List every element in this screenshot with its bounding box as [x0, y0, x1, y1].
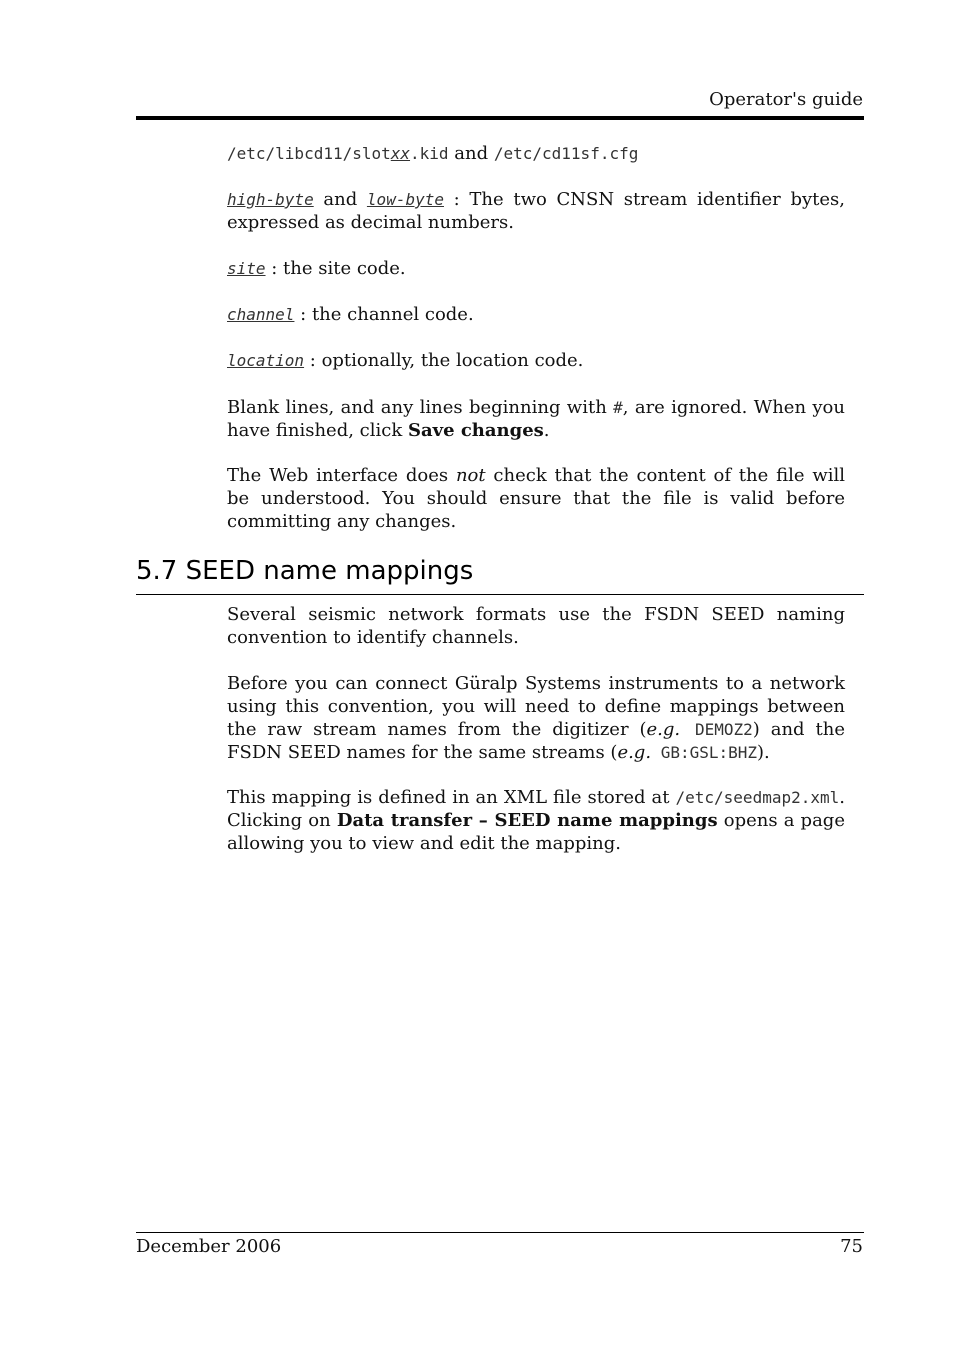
var-low-byte: low-byte — [366, 190, 444, 209]
mapping-text-3: ). — [757, 742, 770, 763]
menu-path-seed-mappings: Data transfer – SEED name mappings — [336, 810, 718, 831]
seedmap-text-2: . Clicking on — [227, 787, 845, 831]
var-high-byte: high-byte — [227, 190, 314, 209]
page-number: 75 — [840, 1236, 863, 1257]
eg-2: e.g. — [617, 742, 652, 763]
code-gb-gsl-bhz: GB:GSL:BHZ — [651, 743, 758, 762]
footer-rule — [136, 1232, 864, 1233]
mapping-text-2: ) and the FSDN SEED names for the same streams ( — [227, 719, 845, 763]
footer-date: December 2006 — [136, 1236, 282, 1257]
channel-description: : the channel code. — [294, 304, 474, 325]
highlow-paragraph — [227, 188, 845, 234]
seed-intro-paragraph: Several seismic network formats use the FSDN SEED naming convention to identify channels. — [227, 604, 845, 648]
emphasis-not: not — [455, 465, 486, 486]
mapping-text-1: Before you can connect Güralp Systems instruments to a network using this convention, you will need to define mappings between the raw stream names from the digitizer ( — [227, 673, 845, 740]
blank-text-3: . — [543, 420, 550, 441]
blank-lines-paragraph — [227, 396, 845, 442]
conjunction-and: and — [448, 143, 494, 164]
path-slot-prefix: /etc/libcd11/slot — [227, 144, 391, 163]
save-changes-label: Save changes — [407, 420, 544, 441]
channel-paragraph — [227, 303, 845, 326]
site-paragraph — [227, 257, 845, 280]
eg-1: e.g. — [646, 719, 681, 740]
web-text-1: The Web interface does — [227, 465, 456, 486]
path-seedmap2: /etc/seedmap2.xml — [675, 788, 840, 807]
section-title: 5.7 SEED name mappings — [136, 556, 474, 586]
path-slot-variable: xx — [390, 144, 411, 163]
path-slot-suffix: .kid — [410, 144, 449, 163]
blank-text-2: , are ignored. When you have finished, click — [227, 397, 845, 441]
section-rule — [136, 594, 864, 595]
conjunction-and: and — [313, 189, 367, 210]
running-header: Operator's guide — [709, 89, 863, 110]
highlow-description: : The two CNSN stream identifier bytes, expressed as decimal numbers. — [227, 189, 845, 233]
seed-mapping-paragraph — [227, 672, 845, 764]
seedmap-text-1: This mapping is defined in an XML file stored at — [227, 787, 676, 808]
hash-char: # — [613, 398, 623, 417]
config-files-line — [227, 142, 845, 165]
header-rule — [136, 116, 864, 120]
location-description: : optionally, the location code. — [304, 350, 584, 371]
var-location: location — [227, 351, 305, 370]
web-text-2: check that the content of the file will be understood. You should ensure that the file is valid before committing any changes. — [227, 465, 845, 532]
seedmap-file-paragraph — [227, 786, 845, 855]
var-site: site — [227, 259, 266, 278]
site-description: : the site code. — [265, 258, 406, 279]
location-paragraph — [227, 349, 845, 372]
seedmap-text-3: opens a page allowing you to view and edit the mapping. — [227, 810, 845, 854]
web-interface-paragraph — [227, 464, 845, 533]
blank-text-1: Blank lines, and any lines beginning with — [227, 397, 614, 418]
path-cd11sf: /etc/cd11sf.cfg — [493, 144, 639, 163]
code-demoz2: DEMOZ2 — [680, 720, 753, 739]
var-channel: channel — [227, 305, 295, 324]
